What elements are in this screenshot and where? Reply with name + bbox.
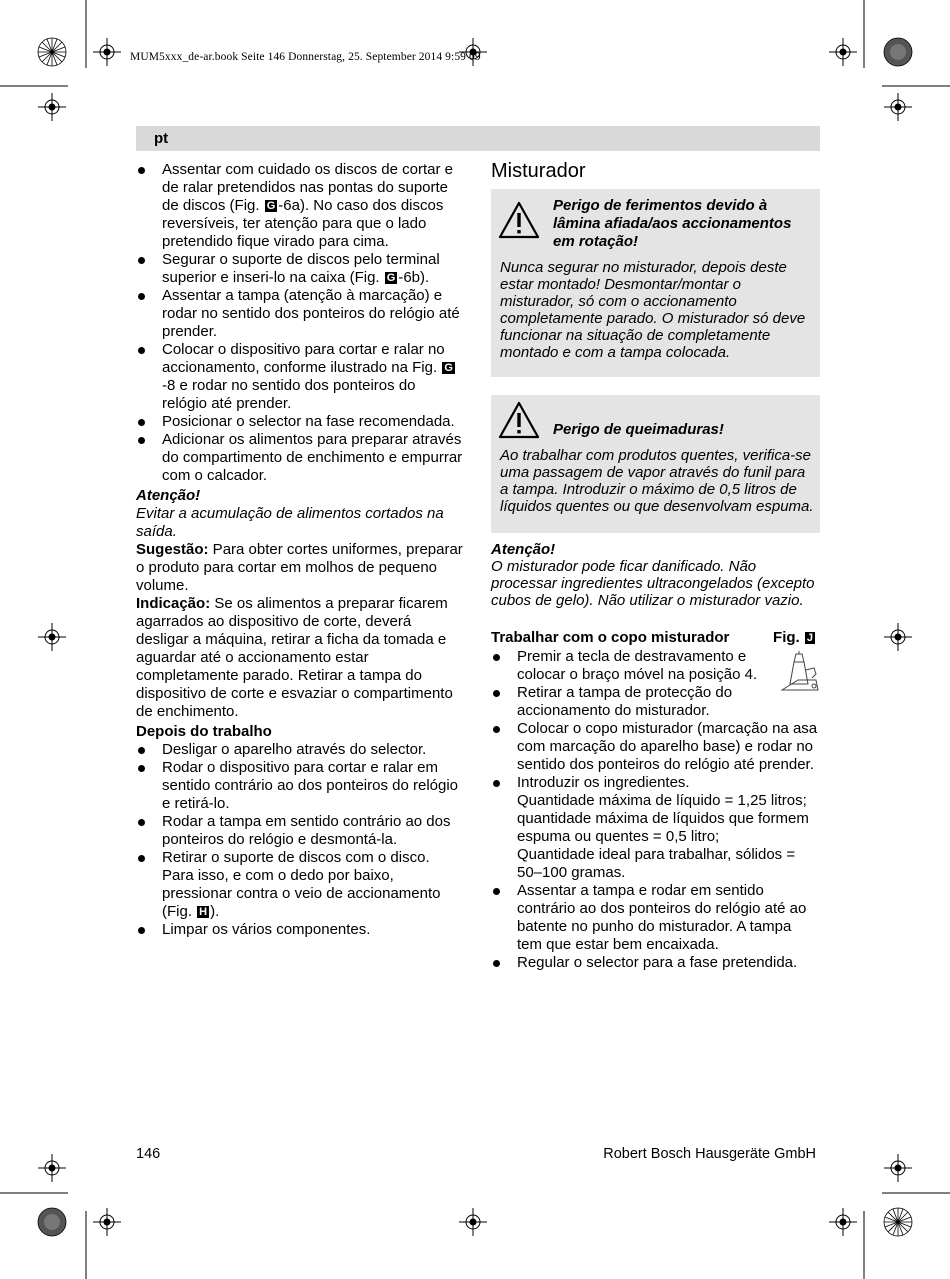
quantity-line: Quantidade ideal para trabalhar, sólidos = 50–100 gramas. xyxy=(517,846,796,881)
section-title: Misturador xyxy=(491,160,586,182)
list-item: Premir a tecla de destravamento e colocar o braço móvel na posição 4. xyxy=(491,648,820,684)
list-item: Limpar os vários componentes. xyxy=(136,921,464,939)
tip-paragraph: Sugestão: Para obter cortes uniformes, preparar o produto para cortar em molhos de pequeno volume. xyxy=(136,541,463,594)
warning-triangle-icon xyxy=(498,201,540,239)
language-bar xyxy=(136,126,820,151)
list-item: Introduzir os ingredientes. Quantidade máxima de líquido = 1,25 litros; quantidade máxima de líquidos que formem espuma ou quentes = 0,5 litro; Quantidade ideal para trabalhar, sólidos = 50–100 gramas. xyxy=(491,774,820,882)
list-item: Rodar a tampa em sentido contrário ao dos ponteiros do relógio e desmontá-la. xyxy=(136,813,464,849)
right-column xyxy=(491,648,820,972)
list-item: Retirar a tampa de protecção do accionamento do misturador. xyxy=(491,684,820,720)
list-item: Assentar com cuidado os discos de cortar e de ralar pretendidos nas pontas do suporte de discos (Fig. G -6a). No caso dos discos reversíveis, ter atenção para que o lado pretendido fique virado para cima. xyxy=(136,161,464,251)
blender-attention xyxy=(491,541,820,609)
attention-text: Evitar a acumulação de alimentos cortados na saída. xyxy=(136,505,444,540)
warning-box-injury xyxy=(491,189,820,377)
attention-text: O misturador pode ficar danificado. Não processar ingredientes ultracongelados (excepto cubos de gelo). Não utilizar o misturador vazio. xyxy=(491,558,815,609)
list-item: Colocar o copo misturador (marcação na asa com marcação do aparelho base) e rodar no sentido dos ponteiros do relógio até prender. xyxy=(491,720,820,774)
list-item: Adicionar os alimentos para preparar através do compartimento de enchimento e empurrar com o calcador. xyxy=(136,431,464,485)
quantity-line: Quantidade máxima de líquido = 1,25 litros; quantidade máxima de líquidos que formem espuma ou quentes = 0,5 litro; xyxy=(517,792,809,845)
list-item: Regular o selector para a fase pretendida. xyxy=(491,954,820,972)
warning-title: Perigo de ferimentos devido à lâmina afiada/aos accionamentos em rotação! xyxy=(553,197,792,250)
blender-steps xyxy=(491,648,820,972)
list-item: Desligar o aparelho através do selector. xyxy=(136,741,464,759)
after-work-heading: Depois do trabalho xyxy=(136,723,272,740)
language-code: pt xyxy=(154,130,169,147)
warning-text: Ao trabalhar com produtos quentes, verifica-se uma passagem de vapor através do funil para a tampa. Introduzir o máximo de 0,5 litros de líquidos quentes ou que desenvolvam espuma. xyxy=(500,447,814,515)
figure-reference: Fig. J xyxy=(773,629,813,646)
list-item: Assentar a tampa e rodar em sentido contrário ao dos ponteiros do relógio até ao batente no punho do misturador. A tampa tem que estar bem encaixada. xyxy=(491,882,820,954)
company-name: Robert Bosch Hausgeräte GmbH xyxy=(603,1146,816,1162)
warning-text: Nunca segurar no misturador, depois deste estar montado! Desmontar/montar o misturador, só com o accionamento completamente parado. O misturador só deve funcionar na situação de completamente montado e com a tampa colocada. xyxy=(500,259,806,361)
assembly-steps xyxy=(136,161,464,485)
warning-box-burns xyxy=(491,395,820,533)
list-item: Segurar o suporte de discos pelo terminal superior e inseri-lo na caixa (Fig. G -6b). xyxy=(136,251,464,287)
attention-title: Atenção! xyxy=(491,541,556,558)
warning-triangle-icon xyxy=(498,401,540,439)
warning-title: Perigo de queimaduras! xyxy=(553,421,724,438)
left-column xyxy=(136,161,464,939)
list-item: Colocar o dispositivo para cortar e ralar no accionamento, conforme ilustrado na Fig. G-8 e rodar no sentido dos ponteiros do relógio até prender. xyxy=(136,341,464,413)
list-item: Retirar o suporte de discos com o disco. Para isso, e com o dedo por baixo, pressionar contra o veio de accionamento (Fig. H ). xyxy=(136,849,464,921)
list-item: Posicionar o selector na fase recomendada. xyxy=(136,413,464,431)
blender-work-heading: Trabalhar com o copo misturador Fig. J xyxy=(491,629,820,646)
list-item: Assentar a tampa (atenção à marcação) e rodar no sentido dos ponteiros do relógio até prender. xyxy=(136,287,464,341)
attention-title: Atenção! xyxy=(136,487,201,504)
list-item: Rodar o dispositivo para cortar e ralar em sentido contrário ao dos ponteiros do relógio e retirá-lo. xyxy=(136,759,464,813)
page-number: 146 xyxy=(136,1146,161,1162)
print-slug: MUM5xxx_de-ar.book Seite 146 Donnerstag, 25. September 2014 9:59 09 xyxy=(130,51,481,63)
note-paragraph: Indicação: Se os alimentos a preparar ficarem agarrados ao dispositivo de corte, deverá desligar a máquina, retirar a ficha da tomada e aguardar até o accionamento estar completamente parado. Retirar a tampa do dispositivo de corte e esvaziar o compartimento de enchimento. xyxy=(136,595,453,720)
after-work-steps xyxy=(136,741,464,939)
